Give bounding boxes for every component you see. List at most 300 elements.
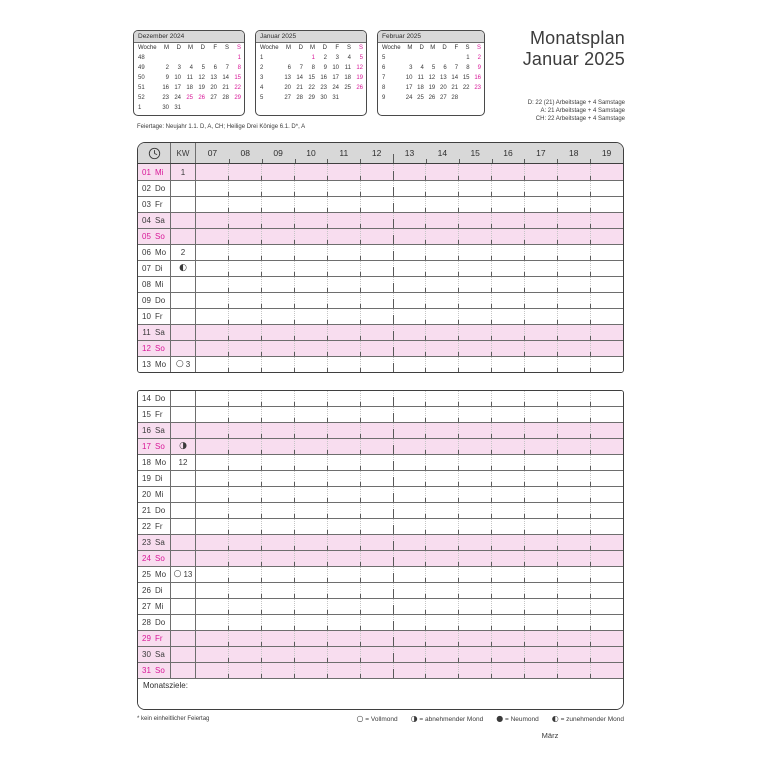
hour-cell[interactable]	[229, 261, 262, 276]
hour-cell[interactable]	[525, 423, 558, 438]
hour-cell[interactable]	[328, 519, 361, 534]
hour-cell[interactable]	[426, 631, 459, 646]
hour-cell[interactable]	[229, 503, 262, 518]
hour-cell[interactable]	[262, 583, 295, 598]
hour-cell[interactable]	[459, 519, 492, 534]
hour-cell[interactable]	[591, 567, 623, 582]
hour-grid[interactable]	[196, 277, 623, 292]
hour-cell[interactable]	[394, 663, 427, 678]
hour-cell[interactable]	[295, 663, 328, 678]
hour-cell[interactable]	[492, 647, 525, 662]
hour-cell[interactable]	[262, 567, 295, 582]
hour-cell[interactable]	[459, 277, 492, 292]
hour-cell[interactable]	[426, 277, 459, 292]
hour-cell[interactable]	[295, 293, 328, 308]
hour-cell[interactable]	[394, 341, 427, 356]
hour-cell[interactable]	[394, 261, 427, 276]
hour-cell[interactable]	[394, 551, 427, 566]
hour-cell[interactable]	[492, 229, 525, 244]
hour-cell[interactable]	[525, 439, 558, 454]
hour-cell[interactable]	[328, 503, 361, 518]
hour-cell[interactable]	[426, 309, 459, 324]
monthly-goals-row[interactable]	[138, 678, 623, 709]
hour-cell[interactable]	[361, 309, 394, 324]
hour-cell[interactable]	[328, 181, 361, 196]
hour-cell[interactable]	[229, 245, 262, 260]
hour-cell[interactable]	[459, 583, 492, 598]
hour-cell[interactable]	[196, 261, 229, 276]
hour-cell[interactable]	[229, 663, 262, 678]
hour-cell[interactable]	[229, 293, 262, 308]
hour-cell[interactable]	[196, 341, 229, 356]
hour-cell[interactable]	[459, 213, 492, 228]
hour-grid[interactable]	[196, 439, 623, 454]
hour-cell[interactable]	[426, 647, 459, 662]
hour-cell[interactable]	[558, 583, 591, 598]
hour-cell[interactable]	[328, 229, 361, 244]
hour-cell[interactable]	[591, 551, 623, 566]
hour-cell[interactable]	[525, 181, 558, 196]
hour-cell[interactable]	[591, 439, 623, 454]
hour-cell[interactable]	[262, 309, 295, 324]
hour-cell[interactable]	[394, 293, 427, 308]
hour-cell[interactable]	[426, 357, 459, 372]
hour-cell[interactable]	[426, 583, 459, 598]
hour-cell[interactable]	[426, 181, 459, 196]
hour-cell[interactable]	[262, 631, 295, 646]
hour-cell[interactable]	[196, 277, 229, 292]
hour-cell[interactable]	[295, 535, 328, 550]
hour-cell[interactable]	[229, 213, 262, 228]
hour-cell[interactable]	[492, 503, 525, 518]
hour-cell[interactable]	[558, 599, 591, 614]
hour-cell[interactable]	[459, 631, 492, 646]
hour-cell[interactable]	[328, 439, 361, 454]
hour-cell[interactable]	[361, 487, 394, 502]
hour-cell[interactable]	[196, 615, 229, 630]
hour-cell[interactable]	[394, 164, 427, 180]
hour-cell[interactable]	[262, 197, 295, 212]
hour-grid[interactable]	[196, 293, 623, 308]
hour-cell[interactable]	[328, 407, 361, 422]
hour-cell[interactable]	[328, 471, 361, 486]
hour-cell[interactable]	[394, 439, 427, 454]
hour-cell[interactable]	[525, 229, 558, 244]
hour-cell[interactable]	[361, 197, 394, 212]
hour-cell[interactable]	[262, 551, 295, 566]
hour-cell[interactable]	[492, 293, 525, 308]
hour-cell[interactable]	[196, 391, 229, 406]
hour-cell[interactable]	[361, 407, 394, 422]
hour-cell[interactable]	[558, 423, 591, 438]
hour-cell[interactable]	[525, 471, 558, 486]
hour-cell[interactable]	[459, 471, 492, 486]
hour-cell[interactable]	[459, 455, 492, 470]
hour-cell[interactable]	[591, 213, 623, 228]
hour-cell[interactable]	[196, 213, 229, 228]
hour-cell[interactable]	[492, 583, 525, 598]
hour-cell[interactable]	[394, 213, 427, 228]
hour-grid[interactable]	[196, 341, 623, 356]
hour-grid[interactable]	[196, 325, 623, 340]
hour-cell[interactable]	[295, 164, 328, 180]
hour-cell[interactable]	[229, 341, 262, 356]
hour-grid[interactable]	[196, 599, 623, 614]
hour-cell[interactable]	[591, 277, 623, 292]
hour-cell[interactable]	[394, 423, 427, 438]
hour-cell[interactable]	[558, 455, 591, 470]
hour-cell[interactable]	[262, 487, 295, 502]
hour-cell[interactable]	[459, 567, 492, 582]
hour-cell[interactable]	[591, 535, 623, 550]
hour-cell[interactable]	[591, 164, 623, 180]
hour-cell[interactable]	[361, 599, 394, 614]
hour-cell[interactable]	[426, 213, 459, 228]
hour-cell[interactable]	[492, 439, 525, 454]
hour-cell[interactable]	[525, 261, 558, 276]
hour-cell[interactable]	[558, 261, 591, 276]
hour-cell[interactable]	[525, 325, 558, 340]
hour-cell[interactable]	[262, 455, 295, 470]
hour-cell[interactable]	[591, 229, 623, 244]
hour-cell[interactable]	[328, 551, 361, 566]
hour-cell[interactable]	[558, 245, 591, 260]
hour-cell[interactable]	[295, 197, 328, 212]
hour-cell[interactable]	[394, 229, 427, 244]
hour-cell[interactable]	[459, 229, 492, 244]
hour-grid[interactable]	[196, 245, 623, 260]
hour-cell[interactable]	[262, 229, 295, 244]
hour-cell[interactable]	[525, 407, 558, 422]
hour-cell[interactable]	[426, 341, 459, 356]
hour-grid[interactable]	[196, 631, 623, 646]
hour-cell[interactable]	[558, 647, 591, 662]
hour-cell[interactable]	[295, 503, 328, 518]
hour-cell[interactable]	[262, 325, 295, 340]
hour-cell[interactable]	[459, 261, 492, 276]
hour-cell[interactable]	[295, 423, 328, 438]
hour-cell[interactable]	[525, 631, 558, 646]
hour-cell[interactable]	[229, 551, 262, 566]
hour-cell[interactable]	[525, 535, 558, 550]
hour-cell[interactable]	[591, 471, 623, 486]
hour-cell[interactable]	[196, 551, 229, 566]
hour-cell[interactable]	[492, 455, 525, 470]
hour-cell[interactable]	[328, 197, 361, 212]
hour-cell[interactable]	[196, 583, 229, 598]
hour-cell[interactable]	[591, 197, 623, 212]
hour-cell[interactable]	[196, 663, 229, 678]
hour-cell[interactable]	[426, 325, 459, 340]
hour-cell[interactable]	[394, 631, 427, 646]
hour-cell[interactable]	[229, 423, 262, 438]
hour-cell[interactable]	[558, 439, 591, 454]
hour-cell[interactable]	[426, 663, 459, 678]
hour-cell[interactable]	[426, 245, 459, 260]
hour-cell[interactable]	[361, 535, 394, 550]
hour-cell[interactable]	[492, 309, 525, 324]
hour-grid[interactable]	[196, 213, 623, 228]
hour-cell[interactable]	[262, 423, 295, 438]
hour-cell[interactable]	[361, 229, 394, 244]
hour-cell[interactable]	[295, 519, 328, 534]
hour-cell[interactable]	[426, 439, 459, 454]
hour-cell[interactable]	[229, 391, 262, 406]
hour-cell[interactable]	[492, 357, 525, 372]
hour-cell[interactable]	[196, 181, 229, 196]
hour-cell[interactable]	[361, 181, 394, 196]
hour-cell[interactable]	[361, 325, 394, 340]
hour-cell[interactable]	[459, 197, 492, 212]
hour-cell[interactable]	[492, 631, 525, 646]
hour-cell[interactable]	[459, 535, 492, 550]
hour-cell[interactable]	[394, 197, 427, 212]
hour-grid[interactable]	[196, 181, 623, 196]
hour-cell[interactable]	[196, 197, 229, 212]
hour-grid[interactable]	[196, 503, 623, 518]
hour-cell[interactable]	[229, 309, 262, 324]
hour-cell[interactable]	[262, 471, 295, 486]
hour-cell[interactable]	[328, 487, 361, 502]
hour-cell[interactable]	[328, 391, 361, 406]
hour-cell[interactable]	[196, 357, 229, 372]
hour-cell[interactable]	[459, 164, 492, 180]
hour-cell[interactable]	[361, 583, 394, 598]
hour-cell[interactable]	[328, 455, 361, 470]
hour-cell[interactable]	[558, 341, 591, 356]
hour-cell[interactable]	[591, 407, 623, 422]
hour-cell[interactable]	[558, 567, 591, 582]
hour-cell[interactable]	[394, 503, 427, 518]
hour-cell[interactable]	[525, 277, 558, 292]
hour-cell[interactable]	[591, 341, 623, 356]
hour-cell[interactable]	[196, 423, 229, 438]
hour-cell[interactable]	[328, 599, 361, 614]
hour-cell[interactable]	[558, 535, 591, 550]
hour-cell[interactable]	[262, 519, 295, 534]
hour-cell[interactable]	[459, 663, 492, 678]
hour-grid[interactable]	[196, 583, 623, 598]
hour-cell[interactable]	[361, 277, 394, 292]
hour-cell[interactable]	[394, 615, 427, 630]
hour-cell[interactable]	[361, 341, 394, 356]
hour-cell[interactable]	[196, 631, 229, 646]
hour-cell[interactable]	[328, 341, 361, 356]
hour-cell[interactable]	[361, 261, 394, 276]
hour-cell[interactable]	[492, 277, 525, 292]
hour-cell[interactable]	[295, 309, 328, 324]
hour-cell[interactable]	[229, 487, 262, 502]
hour-cell[interactable]	[295, 615, 328, 630]
hour-cell[interactable]	[295, 341, 328, 356]
hour-cell[interactable]	[558, 663, 591, 678]
hour-cell[interactable]	[591, 455, 623, 470]
hour-grid[interactable]	[196, 423, 623, 438]
hour-cell[interactable]	[459, 551, 492, 566]
hour-cell[interactable]	[591, 487, 623, 502]
hour-cell[interactable]	[328, 261, 361, 276]
hour-cell[interactable]	[361, 471, 394, 486]
hour-cell[interactable]	[196, 647, 229, 662]
hour-cell[interactable]	[295, 261, 328, 276]
hour-cell[interactable]	[525, 357, 558, 372]
hour-cell[interactable]	[328, 164, 361, 180]
hour-cell[interactable]	[394, 519, 427, 534]
hour-cell[interactable]	[492, 487, 525, 502]
hour-cell[interactable]	[361, 503, 394, 518]
hour-cell[interactable]	[262, 293, 295, 308]
hour-cell[interactable]	[196, 471, 229, 486]
hour-grid[interactable]	[196, 663, 623, 678]
hour-cell[interactable]	[262, 647, 295, 662]
hour-cell[interactable]	[558, 357, 591, 372]
hour-cell[interactable]	[525, 391, 558, 406]
hour-grid[interactable]	[196, 197, 623, 212]
hour-cell[interactable]	[591, 357, 623, 372]
hour-cell[interactable]	[492, 471, 525, 486]
hour-cell[interactable]	[459, 357, 492, 372]
hour-cell[interactable]	[558, 407, 591, 422]
hour-cell[interactable]	[229, 647, 262, 662]
hour-cell[interactable]	[459, 615, 492, 630]
hour-cell[interactable]	[426, 519, 459, 534]
hour-cell[interactable]	[394, 181, 427, 196]
hour-grid[interactable]	[196, 455, 623, 470]
hour-cell[interactable]	[591, 503, 623, 518]
hour-cell[interactable]	[328, 535, 361, 550]
hour-cell[interactable]	[229, 181, 262, 196]
hour-cell[interactable]	[492, 663, 525, 678]
hour-cell[interactable]	[591, 261, 623, 276]
hour-cell[interactable]	[492, 567, 525, 582]
hour-cell[interactable]	[492, 261, 525, 276]
hour-cell[interactable]	[229, 471, 262, 486]
hour-cell[interactable]	[361, 551, 394, 566]
hour-cell[interactable]	[262, 357, 295, 372]
hour-grid[interactable]	[196, 647, 623, 662]
hour-cell[interactable]	[558, 164, 591, 180]
hour-cell[interactable]	[394, 245, 427, 260]
hour-cell[interactable]	[361, 245, 394, 260]
hour-cell[interactable]	[426, 229, 459, 244]
hour-cell[interactable]	[591, 309, 623, 324]
hour-cell[interactable]	[558, 197, 591, 212]
hour-cell[interactable]	[361, 567, 394, 582]
hour-cell[interactable]	[492, 519, 525, 534]
hour-cell[interactable]	[394, 567, 427, 582]
hour-cell[interactable]	[591, 181, 623, 196]
hour-cell[interactable]	[229, 599, 262, 614]
hour-cell[interactable]	[328, 663, 361, 678]
hour-cell[interactable]	[262, 615, 295, 630]
hour-cell[interactable]	[492, 181, 525, 196]
hour-cell[interactable]	[591, 391, 623, 406]
hour-cell[interactable]	[558, 213, 591, 228]
hour-cell[interactable]	[492, 391, 525, 406]
hour-cell[interactable]	[426, 391, 459, 406]
hour-cell[interactable]	[426, 487, 459, 502]
hour-cell[interactable]	[328, 293, 361, 308]
hour-cell[interactable]	[426, 551, 459, 566]
hour-cell[interactable]	[328, 357, 361, 372]
hour-cell[interactable]	[525, 293, 558, 308]
hour-cell[interactable]	[525, 213, 558, 228]
hour-cell[interactable]	[361, 423, 394, 438]
hour-cell[interactable]	[196, 164, 229, 180]
hour-cell[interactable]	[328, 631, 361, 646]
hour-cell[interactable]	[558, 471, 591, 486]
hour-cell[interactable]	[459, 309, 492, 324]
hour-cell[interactable]	[394, 407, 427, 422]
hour-cell[interactable]	[328, 245, 361, 260]
hour-cell[interactable]	[229, 583, 262, 598]
hour-cell[interactable]	[459, 325, 492, 340]
hour-cell[interactable]	[229, 325, 262, 340]
hour-cell[interactable]	[361, 455, 394, 470]
hour-cell[interactable]	[262, 599, 295, 614]
hour-cell[interactable]	[558, 519, 591, 534]
hour-cell[interactable]	[262, 341, 295, 356]
hour-cell[interactable]	[229, 535, 262, 550]
hour-cell[interactable]	[295, 181, 328, 196]
hour-cell[interactable]	[525, 647, 558, 662]
hour-cell[interactable]	[295, 631, 328, 646]
hour-cell[interactable]	[328, 647, 361, 662]
hour-cell[interactable]	[361, 647, 394, 662]
hour-cell[interactable]	[295, 357, 328, 372]
hour-cell[interactable]	[361, 357, 394, 372]
hour-cell[interactable]	[328, 615, 361, 630]
hour-cell[interactable]	[558, 277, 591, 292]
hour-cell[interactable]	[196, 535, 229, 550]
hour-cell[interactable]	[394, 487, 427, 502]
hour-cell[interactable]	[295, 407, 328, 422]
hour-grid[interactable]	[196, 567, 623, 582]
hour-cell[interactable]	[591, 245, 623, 260]
hour-cell[interactable]	[295, 599, 328, 614]
hour-cell[interactable]	[229, 277, 262, 292]
hour-grid[interactable]	[196, 357, 623, 372]
hour-cell[interactable]	[295, 391, 328, 406]
hour-cell[interactable]	[361, 391, 394, 406]
hour-cell[interactable]	[328, 325, 361, 340]
hour-cell[interactable]	[262, 181, 295, 196]
hour-cell[interactable]	[492, 325, 525, 340]
hour-cell[interactable]	[525, 341, 558, 356]
hour-cell[interactable]	[394, 583, 427, 598]
hour-cell[interactable]	[262, 245, 295, 260]
hour-cell[interactable]	[492, 341, 525, 356]
hour-cell[interactable]	[558, 325, 591, 340]
hour-cell[interactable]	[426, 615, 459, 630]
hour-cell[interactable]	[262, 663, 295, 678]
hour-cell[interactable]	[525, 309, 558, 324]
hour-cell[interactable]	[262, 213, 295, 228]
hour-cell[interactable]	[394, 391, 427, 406]
hour-cell[interactable]	[558, 181, 591, 196]
hour-cell[interactable]	[426, 455, 459, 470]
hour-cell[interactable]	[229, 455, 262, 470]
hour-grid[interactable]	[196, 407, 623, 422]
hour-cell[interactable]	[591, 615, 623, 630]
hour-cell[interactable]	[295, 551, 328, 566]
hour-cell[interactable]	[426, 599, 459, 614]
hour-cell[interactable]	[459, 503, 492, 518]
hour-cell[interactable]	[558, 487, 591, 502]
hour-cell[interactable]	[196, 407, 229, 422]
hour-cell[interactable]	[459, 407, 492, 422]
hour-cell[interactable]	[196, 229, 229, 244]
